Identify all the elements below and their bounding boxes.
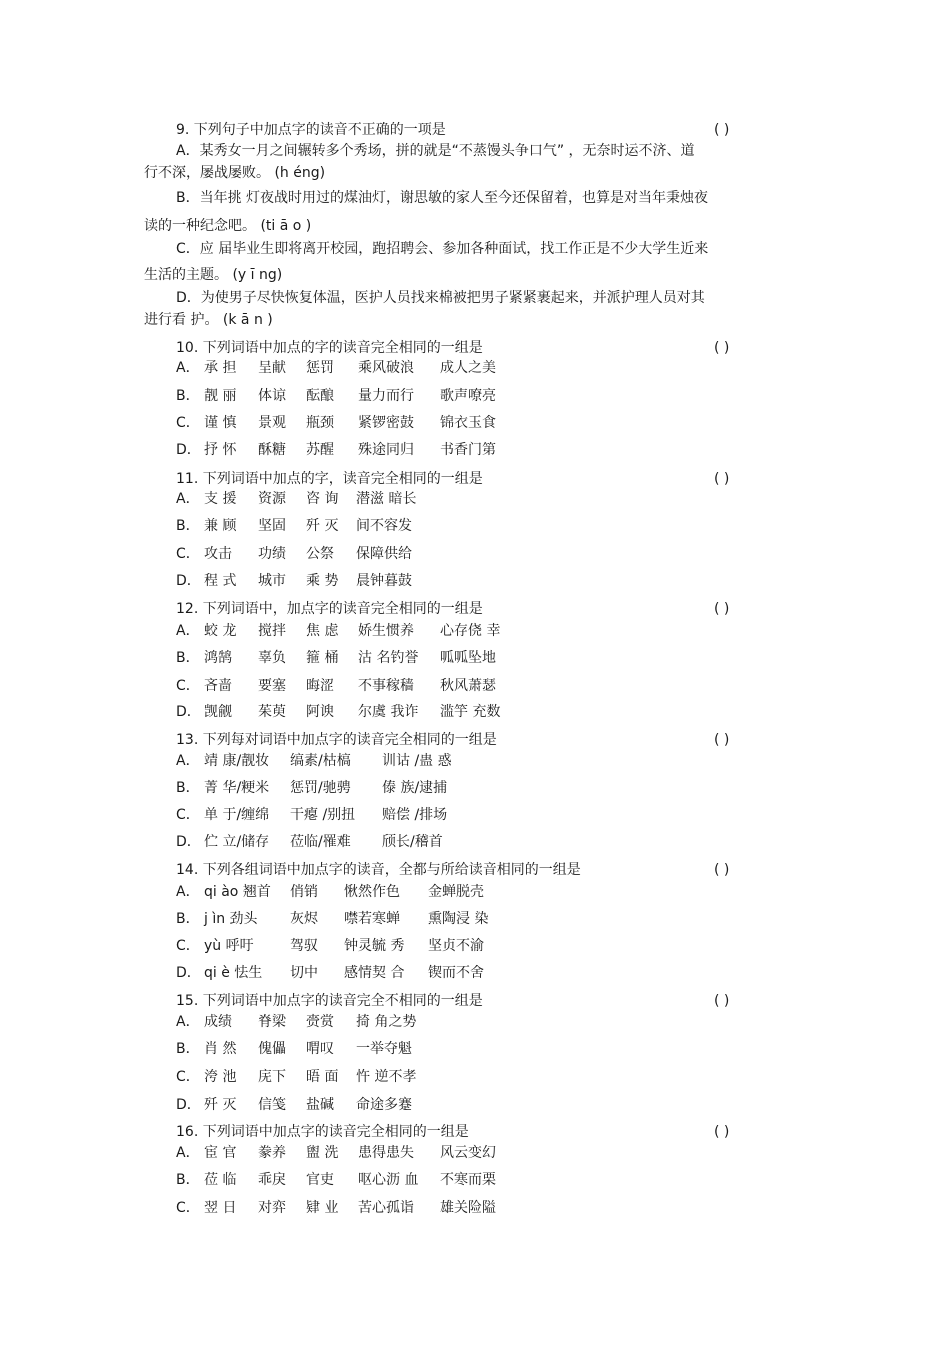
option-word: qi è 怯生 — [204, 965, 263, 981]
option-word: 功绩 — [258, 546, 286, 562]
option-label: A． — [176, 753, 200, 769]
option-word: 沽 名钓誉 — [358, 650, 419, 666]
option-word: 宦 官 — [204, 1145, 237, 1161]
option-word: 训诂 /蛊 惑 — [382, 753, 452, 769]
option-word: 干瘪 /别扭 — [290, 807, 356, 823]
option-label: B． — [176, 518, 200, 534]
option-word: 掎 角之势 — [356, 1014, 417, 1030]
option-word: 锲而不舍 — [428, 965, 484, 981]
option-word: 惩罚/驰骋 — [290, 780, 351, 796]
option-word: 鸿鹄 — [204, 650, 232, 666]
option-label: B． — [176, 911, 200, 927]
question-stem: 12. 下列词语中，加点字的读音完全相同的一组是 — [176, 601, 483, 617]
option-word: 搅拌 — [258, 623, 286, 639]
q9-answer-paren: ( ) — [714, 122, 730, 138]
option-word: 晨钟暮鼓 — [356, 573, 412, 589]
option-word: 驾驭 — [290, 938, 318, 954]
option-word: 程 式 — [204, 573, 237, 589]
option-word: 城市 — [258, 573, 286, 589]
option-label: A． — [176, 623, 200, 639]
option-word: 滥竽 充数 — [440, 704, 501, 720]
answer-paren: ( ) — [714, 732, 730, 748]
question-stem: 15. 下列词语中加点字的读音完全不相同的一组是 — [176, 993, 483, 1009]
option-word: 歼 灭 — [204, 1097, 237, 1113]
option-word: 辜负 — [258, 650, 286, 666]
option-label: A． — [176, 1145, 200, 1161]
option-word: 支 援 — [204, 491, 237, 507]
option-word: 风云变幻 — [440, 1145, 496, 1161]
option-word: qi ào 翘首 — [204, 884, 271, 900]
option-word: 盥 洗 — [306, 1145, 339, 1161]
option-word: 苦心孤诣 — [358, 1200, 414, 1216]
option-label: C． — [176, 546, 200, 562]
option-label: A． — [176, 1014, 200, 1030]
option-word: 肄 业 — [306, 1200, 339, 1216]
option-label: C． — [176, 807, 200, 823]
option-label: C． — [176, 1200, 200, 1216]
option-word: 庑下 — [258, 1069, 286, 1085]
option-word: 公祭 — [306, 546, 334, 562]
option-label: B． — [176, 780, 200, 796]
option-word: 菁 华/粳米 — [204, 780, 270, 796]
option-word: 紧锣密鼓 — [358, 415, 414, 431]
option-word: 咨 询 — [306, 491, 339, 507]
option-word: j ìn 劲头 — [204, 911, 258, 927]
option-word: 噤若寒蝉 — [344, 911, 400, 927]
option-word: 呱呱坠地 — [440, 650, 496, 666]
option-word: 喟叹 — [306, 1041, 334, 1057]
q9-option-d-line2: 进行看 护。 (k ā n ) — [144, 312, 273, 328]
option-word: 瓶颈 — [306, 415, 334, 431]
q9-option-c-line2: 生活的主题。 (y ī ng) — [144, 267, 283, 283]
option-word: 靖 康/靓妆 — [204, 753, 270, 769]
option-label: C． — [176, 415, 200, 431]
option-label: B． — [176, 388, 200, 404]
option-word: 灰烬 — [290, 911, 318, 927]
option-word: 殊途同归 — [358, 442, 414, 458]
option-word: 赔偿 /排场 — [382, 807, 448, 823]
option-word: 莅 临 — [204, 1172, 237, 1188]
option-word: 感情契 合 — [344, 965, 405, 981]
option-word: 潜滋 暗长 — [356, 491, 417, 507]
option-word: 傀儡 — [258, 1041, 286, 1057]
option-word: 赍赏 — [306, 1014, 334, 1030]
q9-stem: 9. 下列句子中加点字的读音不正确的一项是 — [176, 122, 446, 138]
option-label: C． — [176, 1069, 200, 1085]
option-label: D． — [176, 965, 201, 981]
option-word: 阿谀 — [306, 704, 334, 720]
option-word: 觊觎 — [204, 704, 232, 720]
option-word: 坚固 — [258, 518, 286, 534]
answer-paren: ( ) — [714, 471, 730, 487]
option-word: 资源 — [258, 491, 286, 507]
option-word: 抒 怀 — [204, 442, 237, 458]
option-word: 酥糖 — [258, 442, 286, 458]
option-label: C． — [176, 678, 200, 694]
option-word: 切中 — [290, 965, 318, 981]
option-word: 乘 势 — [306, 573, 339, 589]
option-word: 洿 池 — [204, 1069, 237, 1085]
option-word: 不寒而栗 — [440, 1172, 496, 1188]
option-word: 箍 桶 — [306, 650, 339, 666]
option-word: 蛟 龙 — [204, 623, 237, 639]
option-word: 莅临/罹难 — [290, 834, 351, 850]
option-word: 呕心沥 血 — [358, 1172, 419, 1188]
option-word: 吝啬 — [204, 678, 232, 694]
option-word: 晦涩 — [306, 678, 334, 694]
option-word: 成绩 — [204, 1014, 232, 1030]
option-word: 兼 顾 — [204, 518, 237, 534]
option-label: B． — [176, 650, 200, 666]
option-word: 酝酿 — [306, 388, 334, 404]
option-word: 歼 灭 — [306, 518, 339, 534]
option-label: D． — [176, 573, 201, 589]
option-word: 锦衣玉食 — [440, 415, 496, 431]
option-word: 歌声嘹亮 — [440, 388, 496, 404]
option-word: 尔虞 我诈 — [358, 704, 419, 720]
option-word: 要塞 — [258, 678, 286, 694]
option-word: 晤 面 — [306, 1069, 339, 1085]
option-word: 信笺 — [258, 1097, 286, 1113]
option-word: 单 于/缠绵 — [204, 807, 270, 823]
option-word: 心存侥 幸 — [440, 623, 501, 639]
option-word: 翌 日 — [204, 1200, 237, 1216]
option-word: 娇生惯养 — [358, 623, 414, 639]
question-stem: 14. 下列各组词语中加点字的读音，全都与所给读音相同的一组是 — [176, 862, 581, 878]
option-label: D． — [176, 1097, 201, 1113]
q9-option-d-line1: D．为使男子尽快恢复体温，医护人员找来棉被把男子紧紧裹起来，并派护理人员对其 — [176, 290, 705, 306]
option-label: B． — [176, 1172, 200, 1188]
option-word: 肖 然 — [204, 1041, 237, 1057]
option-word: 茱萸 — [258, 704, 286, 720]
option-label: B． — [176, 1041, 200, 1057]
q9-option-b-line2: 读的一种纪念吧。 (ti ā o ) — [144, 218, 312, 234]
question-stem: 10. 下列词语中加点的字的读音完全相同的一组是 — [176, 340, 483, 356]
option-label: A． — [176, 360, 200, 376]
q9-option-c-line1: C．应 届毕业生即将离开校园，跑招聘会、参加各种面试，找工作正是不少大学生近来 — [176, 241, 709, 257]
option-word: 钟灵毓 秀 — [344, 938, 405, 954]
option-word: 间不容发 — [356, 518, 412, 534]
question-stem: 13. 下列每对词语中加点字的读音完全相同的一组是 — [176, 732, 497, 748]
option-word: 攻击 — [204, 546, 232, 562]
option-word: 乘风破浪 — [358, 360, 414, 376]
option-label: C． — [176, 938, 200, 954]
option-word: 官吏 — [306, 1172, 334, 1188]
option-word: 俏销 — [290, 884, 318, 900]
option-word: 呈献 — [258, 360, 286, 376]
option-word: 秋风萧瑟 — [440, 678, 496, 694]
option-word: 不事稼穑 — [358, 678, 414, 694]
option-word: 靓 丽 — [204, 388, 237, 404]
option-word: 成人之美 — [440, 360, 496, 376]
option-word: 颀长/稽首 — [382, 834, 443, 850]
option-label: D． — [176, 442, 201, 458]
option-word: 对弈 — [258, 1200, 286, 1216]
answer-paren: ( ) — [714, 862, 730, 878]
option-label: A． — [176, 491, 200, 507]
answer-paren: ( ) — [714, 601, 730, 617]
option-word: 金蝉脱壳 — [428, 884, 484, 900]
option-word: 熏陶浸 染 — [428, 911, 489, 927]
option-label: A． — [176, 884, 200, 900]
option-word: 豢养 — [258, 1145, 286, 1161]
answer-paren: ( ) — [714, 1124, 730, 1140]
option-word: 伫 立/储存 — [204, 834, 270, 850]
question-stem: 11. 下列词语中加点的字，读音完全相同的一组是 — [176, 471, 483, 487]
option-word: 愀然作色 — [344, 884, 400, 900]
option-label: D． — [176, 704, 201, 720]
option-word: 盐碱 — [306, 1097, 334, 1113]
option-word: 书香门第 — [440, 442, 496, 458]
q9-option-b-line1: B．当年挑 灯夜战时用过的煤油灯，谢思敏的家人至今还保留着，也算是对当年秉烛夜 — [176, 190, 709, 206]
option-word: 焦 虑 — [306, 623, 339, 639]
option-word: yù 呼吁 — [204, 938, 254, 954]
option-word: 忤 逆不孝 — [356, 1069, 417, 1085]
option-word: 雄关险隘 — [440, 1200, 496, 1216]
option-label: D． — [176, 834, 201, 850]
option-word: 傣 族/逮捕 — [382, 780, 448, 796]
option-word: 景观 — [258, 415, 286, 431]
option-word: 坚贞不渝 — [428, 938, 484, 954]
option-word: 量力而行 — [358, 388, 414, 404]
option-word: 苏醒 — [306, 442, 334, 458]
option-word: 保障供给 — [356, 546, 412, 562]
option-word: 命途多蹇 — [356, 1097, 412, 1113]
option-word: 谨 慎 — [204, 415, 237, 431]
option-word: 脊梁 — [258, 1014, 286, 1030]
option-word: 体谅 — [258, 388, 286, 404]
option-word: 缟素/枯槁 — [290, 753, 351, 769]
option-word: 乖戾 — [258, 1172, 286, 1188]
answer-paren: ( ) — [714, 993, 730, 1009]
answer-paren: ( ) — [714, 340, 730, 356]
option-word: 惩罚 — [306, 360, 334, 376]
option-word: 承 担 — [204, 360, 237, 376]
q9-option-a-line2: 行不深，屡战屡败。 (h éng) — [144, 165, 326, 181]
q9-option-a-line1: A．某秀女一月之间辗转多个秀场，拼的就是“不蒸馒头争口气” ，无奈时运不济、道 — [176, 143, 695, 159]
question-stem: 16. 下列词语中加点字的读音完全相同的一组是 — [176, 1124, 469, 1140]
option-word: 一举夺魁 — [356, 1041, 412, 1057]
option-word: 患得患失 — [358, 1145, 414, 1161]
